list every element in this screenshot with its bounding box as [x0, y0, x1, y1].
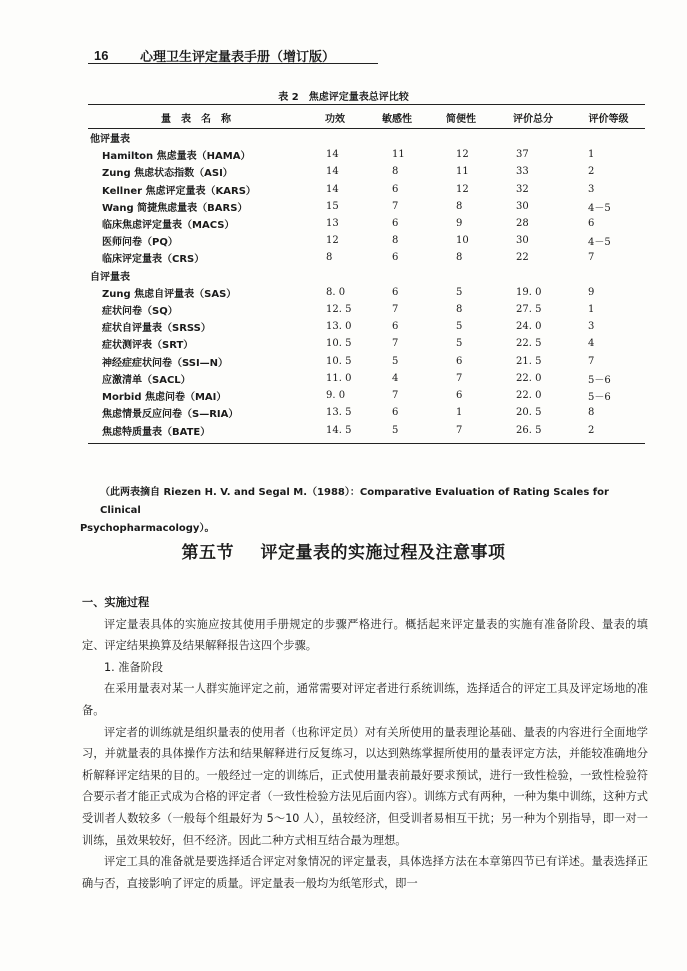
source-note-line: Psychopharmacology）。 [80, 523, 215, 534]
sensitivity-cell: 8 [392, 235, 399, 247]
table-row [88, 301, 645, 318]
grade-cell: 5－6 [588, 391, 611, 403]
scale-name: 临床焦虑评定量表（MACS） [102, 220, 235, 232]
efficacy-cell: 9. 0 [326, 389, 346, 401]
simplicity-cell: 8 [456, 252, 463, 264]
sensitivity-cell: 5 [366, 421, 428, 444]
header-rule [88, 63, 378, 64]
simplicity-cell: 6 [456, 355, 463, 367]
grade-cell: 4－5 [588, 202, 611, 214]
table-group-row [88, 129, 645, 147]
table-row [88, 181, 645, 198]
grade-cell: 3 [588, 183, 595, 195]
scale-name: Morbid 焦虑问卷（MAI） [102, 391, 227, 403]
scale-name: 焦虑情景反应问卷（S—RIA） [102, 409, 239, 421]
subheading: 1. 准备阶段 [104, 660, 163, 674]
total-score-cell: 28 [516, 218, 529, 230]
simplicity-cell: 12 [456, 149, 469, 161]
total-score-cell: 22. 5 [516, 338, 542, 350]
body-text [82, 592, 648, 894]
source-note-line: （此两表摘自 Riezen H. V. and Segal M.（1988）：Comparative Evaluation of Rating Scales for Clinical [100, 487, 609, 516]
grade-cell: 3 [588, 321, 595, 333]
efficacy-cell: 11. 0 [326, 372, 352, 384]
scale-name: 症状问卷（SQ） [102, 305, 178, 317]
efficacy-cell: 13 [326, 218, 339, 230]
total-score-cell: 26. 5 [494, 421, 572, 444]
simplicity-cell: 8 [456, 200, 463, 212]
simplicity-cell: 5 [456, 338, 463, 350]
simplicity-cell: 7 [428, 421, 494, 444]
scale-name: 医师问卷（PQ） [102, 237, 178, 249]
scale-name: 神经症症状问卷（SSI—N） [102, 357, 229, 369]
table-caption: 表 2 焦虑评定量表总评比较 [278, 92, 409, 103]
grade-cell: 4－5 [588, 237, 611, 249]
grade-cell: 5－6 [588, 374, 611, 386]
efficacy-cell: 8 [326, 252, 333, 264]
efficacy-cell: 12 [326, 235, 339, 247]
total-score-cell: 20. 5 [516, 407, 542, 419]
efficacy-cell: 10. 5 [326, 355, 352, 367]
table-row [88, 318, 645, 335]
grade-cell: 4 [588, 338, 595, 350]
table-row [88, 370, 645, 387]
subheading: 一、实施过程 [82, 596, 150, 609]
total-score-cell: 21. 5 [516, 355, 542, 367]
scale-name: Wang 简捷焦虑量表（BARS） [102, 202, 248, 214]
efficacy-cell: 14 [326, 166, 339, 178]
efficacy-cell: 13. 0 [326, 321, 352, 333]
sensitivity-cell: 5 [392, 355, 399, 367]
grade-cell: 2 [588, 166, 595, 178]
grade-cell: 1 [588, 303, 595, 315]
simplicity-cell: 6 [456, 389, 463, 401]
grade-cell: 8 [588, 407, 595, 419]
sensitivity-cell: 7 [392, 303, 399, 315]
table-row [88, 284, 645, 301]
table-row [88, 198, 645, 215]
paragraph: 评定工具的准备就是要选择适合评定对象情况的评定量表，具体选择方法在本章第四节已有详述。量表选择正确与否，直接影响了评定的质量。评定量表一般均为纸笔形式，即一 [82, 855, 648, 890]
scale-name: 症状自评量表（SRSS） [102, 323, 211, 335]
column-header: 量 表 名 称 [88, 105, 304, 129]
simplicity-cell: 8 [456, 303, 463, 315]
scale-name: Zung 焦虑自评量表（SAS） [102, 288, 237, 300]
group-label: 自评量表 [90, 271, 130, 283]
sensitivity-cell: 6 [392, 252, 399, 264]
grade-cell: 2 [572, 421, 645, 444]
section-title: 评定量表的实施过程及注意事项 [260, 543, 506, 563]
sensitivity-cell: 6 [392, 321, 399, 333]
table-row [88, 387, 645, 404]
group-label: 他评量表 [90, 134, 130, 146]
efficacy-cell: 14. 5 [304, 421, 366, 444]
column-header: 功效 [304, 105, 366, 129]
scale-name: 焦虑特质量表（BATE） [88, 421, 304, 444]
scale-name: Kellner 焦虑评定量表（KARS） [102, 185, 256, 197]
simplicity-cell: 12 [456, 183, 469, 195]
column-header: 简便性 [428, 105, 494, 129]
paragraph: 评定者的训练就是组织量表的使用者（也称评定员）对有关所使用的量表理论基础、量表的内容进行全面地学习，并就量表的具体操作方法和结果解释进行反复练习，以达到熟练掌握所使用的量表评定方法，并能较准确地分析解释评定结果的目的。一般经过一定的训练后，正式使用量表前最好要求预试，进行一致性检验，一致性检验符合要示者才能正式成为合格的评定者（一致性检验方法见后面内容）。训练方式有两种，一种为集中训练，这种方式受训者人数较多（一般每个组最好为 5～10 人），虽较经济，但受训者易相互干扰；另一种为个别指导，即一对一训练，虽效果较好，但不经济。因此二种方式相互结合最为理想。 [82, 725, 648, 847]
table-row [88, 335, 645, 352]
table-header-row [88, 105, 645, 129]
grade-cell: 6 [588, 218, 595, 230]
scale-name: 症状测评表（SRT） [102, 340, 194, 352]
table-row [88, 215, 645, 232]
scale-name: 应激清单（SACL） [102, 374, 191, 386]
simplicity-cell: 10 [456, 235, 469, 247]
section-number: 第五节 [181, 543, 235, 563]
sensitivity-cell: 6 [392, 407, 399, 419]
section-heading [0, 538, 687, 563]
total-score-cell: 22. 0 [516, 389, 542, 401]
table-row [88, 352, 645, 369]
efficacy-cell: 14 [326, 149, 339, 161]
efficacy-cell: 14 [326, 183, 339, 195]
total-score-cell: 32 [516, 183, 529, 195]
total-score-cell: 22 [516, 252, 529, 264]
total-score-cell: 30 [516, 200, 529, 212]
sensitivity-cell: 11 [392, 149, 405, 161]
total-score-cell: 24. 0 [516, 321, 542, 333]
grade-cell: 7 [588, 252, 595, 264]
simplicity-cell: 5 [456, 286, 463, 298]
sensitivity-cell: 7 [392, 338, 399, 350]
column-header: 评价等级 [572, 105, 645, 129]
simplicity-cell: 5 [456, 321, 463, 333]
source-note [80, 484, 648, 538]
sensitivity-cell: 6 [392, 286, 399, 298]
scale-name: Zung 焦虑状态指数（ASI） [102, 168, 233, 180]
efficacy-cell: 10. 5 [326, 338, 352, 350]
table-row [88, 146, 645, 163]
efficacy-cell: 12. 5 [326, 303, 352, 315]
column-header: 敏感性 [366, 105, 428, 129]
sensitivity-cell: 4 [392, 372, 399, 384]
simplicity-cell: 9 [456, 218, 463, 230]
table-row [88, 249, 645, 266]
paragraph: 在采用量表对某一人群实施评定之前，通常需要对评定者进行系统训练，选择适合的评定工具及评定场地的准备。 [82, 682, 648, 717]
scale-name: 临床评定量表（CRS） [102, 254, 205, 266]
column-header: 评价总分 [494, 105, 572, 129]
scale-name: Hamilton 焦虑量表（HAMA） [102, 151, 251, 163]
grade-cell: 1 [588, 149, 595, 161]
efficacy-cell: 15 [326, 200, 339, 212]
efficacy-cell: 8. 0 [326, 286, 346, 298]
simplicity-cell: 11 [456, 166, 469, 178]
simplicity-cell: 7 [456, 372, 463, 384]
table-row [88, 163, 645, 180]
total-score-cell: 27. 5 [516, 303, 542, 315]
table-row [88, 421, 645, 444]
sensitivity-cell: 7 [392, 389, 399, 401]
grade-cell: 9 [588, 286, 595, 298]
efficacy-cell: 13. 5 [326, 407, 352, 419]
page-number: 16 [94, 48, 109, 63]
total-score-cell: 30 [516, 235, 529, 247]
paragraph: 评定量表具体的实施应按其使用手册规定的步骤严格进行。概括起来评定量表的实施有准备阶段、量表的填定、评定结果换算及结果解释报告这四个步骤。 [82, 617, 648, 653]
simplicity-cell: 1 [456, 407, 463, 419]
table-group-row [88, 267, 645, 284]
table-row [88, 404, 645, 421]
comparison-table [88, 104, 645, 444]
sensitivity-cell: 7 [392, 200, 399, 212]
page-header [88, 42, 648, 64]
running-title: 心理卫生评定量表手册（增订版） [140, 50, 336, 65]
sensitivity-cell: 6 [392, 183, 399, 195]
sensitivity-cell: 6 [392, 218, 399, 230]
total-score-cell: 19. 0 [516, 286, 542, 298]
table-row [88, 232, 645, 249]
sensitivity-cell: 8 [392, 166, 399, 178]
total-score-cell: 33 [516, 166, 529, 178]
grade-cell: 7 [588, 355, 595, 367]
total-score-cell: 37 [516, 149, 529, 161]
total-score-cell: 22. 0 [516, 372, 542, 384]
